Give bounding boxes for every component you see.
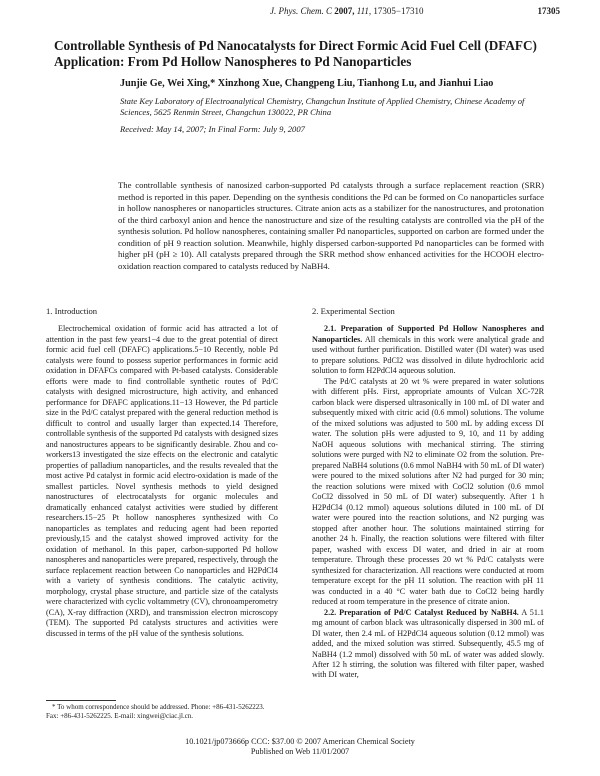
journal-pages: 17305−17310: [373, 6, 424, 16]
section-2-1-paragraph: [312, 324, 544, 376]
section-2-1-text: All chemicals in this work were analytical grade and used without further purification. Distilled water (DI water) was used to prepare solutions. PdCl2 was dissolved in dilute hydrochloric acid solution to form H2PdCl4 aqueous solution.: [312, 334, 544, 376]
correspondence-footnote: * To whom correspondence should be addressed. Phone: +86-431-5262223. Fax: +86-431-5262225. E-mail: xingwei@ciac.jl.cn.: [46, 703, 265, 720]
footnote-rule: [46, 700, 116, 701]
publication-footer: [0, 737, 600, 757]
pdc-preparation-paragraph: The Pd/C catalysts at 20 wt % were prepared in water solutions with different pHs. First, appropriate amounts of Vulcan XC-72R carbon black were dispersed ultrasonically in 100 mL of DI water and subsequently mixed with citric acid (0.6 mmol) solutions. The volume of the mixed solutions was adjusted to 500 mL by adding excess DI water. The solution pHs were adjusted to 9, 10, and 11 by adding NaOH aqueous solutions with mechanical stirring. The stirring solutions were purged with N2 to eliminate O2 from the solution. Pre-prepared NaBH4 solutions (0.6 mmol NaBH4 with 50 mL of DI water) were poured to the mixed solutions after N2 had purged for 30 min; the reaction solutions were mixed with CoCl2 solution (0.6 mmol CoCl2 dissolved in 50 mL of DI water) subsequently. After 1 h H2PdCl4 (0.12 mmol) aqueous solutions diluted in 100 mL of DI water were poured into the reaction solutions, and N2 purging was stopped after another hour. The solutions maintained stirring for another 24 h. Finally, the reaction solutions were filtered with filter paper, washed with excess DI water, and dried in air at room temperature. Through these processes 20 wt % Pd/C catalysts were synthesized for characterization. All reactions were conducted at room temperature except for the pH 11 solution. The reaction with pH 11 was conducted in a 40 °C water bath due to CoCl2 being hardly reduced at room temperature in the presence of citrate anion.: [312, 376, 544, 607]
author-list: Junjie Ge, Wei Xing,* Xinzhong Xue, Changpeng Liu, Tianhong Lu, and Jianhui Liao: [120, 78, 494, 89]
published-date: Published on Web 11/01/2007: [250, 747, 350, 756]
introduction-heading: 1. Introduction: [46, 306, 98, 316]
section-2-1-title: 2.1. Preparation of Supported Pd Hollow Nanospheres and Nanoparticles.: [312, 324, 544, 344]
journal-citation: [270, 6, 424, 16]
running-head: [58, 6, 560, 20]
affiliation: State Key Laboratory of Electroanalytical Chemistry, Changchun Institute of Applied Chemistry, Chinese Academy of Sciences, 5625 Renmin Street, Changchun 130022, PR China: [120, 96, 525, 117]
article-title: Controllable Synthesis of Pd Nanocatalysts for Direct Formic Acid Fuel Cell (DFAFC) Application: From Pd Hollow Nanospheres to Pd Nanoparticles: [54, 38, 537, 69]
doi-line: 10.1021/jp073666p CCC: $37.00 © 2007 American Chemical Society: [185, 737, 415, 746]
page-number: 17305: [537, 6, 560, 16]
introduction-paragraph: Electrochemical oxidation of formic acid has attracted a lot of attention in the past few years1−4 due to the great potential of direct formic acid fuel cell (DFAFC) applications.5−10 Recently, noble Pd catalysts were found to possess superior performances in formic acid oxidation in DFAFCs compared with Pt-based catalysts. Considerable efforts were made to find controllable synthetic routes of Pd/C catalysts with designed microstructure, high activity, and enhanced performance for DFAFC applications.11−13 However, the Pd particle size in the Pd/C catalyst prepared with the general reduction method is difficult to control and usually larger than expected.14 Therefore, controllable synthesis of the supported Pd catalysts with designed sizes and nanostructures appears to be significantly desirable. Zhou and co-workers13 investigated the size effects on the electronic and catalytic properties of palladium nanoparticles, and the results revealed that the most active Pd catalyst in formic acid electro-oxidation is made of the smallest particles. Novel synthesis methods to yield designed nanostructures of electrocatalysts for organic molecules and dramatically enhanced catalyst activities were studied by different researchers.15−25 Pt hollow nanospheres synthesized with Co nanoparticles as templates and reducing agent had been reported previously,15 and the catalyst showed improved activity for the oxidation of methanol. In this paper, carbon-supported Pd hollow nanospheres and nanoparticles were prepared, respectively, through the surface replacement reaction between Co nanoparticles and H2PdCl4 with a variety of synthesis conditions. The catalytic activity, morphology, crystal phase structure, and particle size of the catalysts were characterized with cyclic voltammetry (CV), chronoamperometry (CA), X-ray diffraction (XRD), and transmission electron microscopy (TEM). The supported Pd catalysts structures and activities were discussed in terms of the pH value of the synthesis solutions.: [46, 324, 278, 638]
right-column: [312, 306, 544, 681]
journal-year: 2007,: [334, 6, 355, 16]
experimental-heading: 2. Experimental Section: [312, 306, 395, 316]
journal-volume: 111,: [356, 6, 372, 16]
received-dates: Received: May 14, 2007; In Final Form: July 9, 2007: [120, 124, 305, 134]
section-2-2-paragraph: [312, 608, 544, 681]
section-2-2-text: A 51.1 mg amount of carbon black was ultrasonically dispersed in 300 mL of DI water, then 2.4 mL of H2PdCl4 aqueous solution (0.12 mmol) was added, and the mixed solution was stirred. Subsequently, 45.5 mg of NaBH4 (1.2 mmol) dissolved with 50 mL of water was added slowly. After 12 h stirring, the solution was filtered with filter paper, washed with DI water,: [312, 607, 544, 680]
section-2-2-title: 2.2. Preparation of Pd/C Catalyst Reduced by NaBH4.: [324, 607, 519, 617]
abstract: The controllable synthesis of nanosized carbon-supported Pd catalysts through a surface replacement reaction (SRR) method is reported in this paper. Depending on the synthesis conditions the Pd can be formed on Co nanoparticles surface in hollow nanospheres or nanoparticles structures. Citrate anion acts as a stabilizer for the nanostructures, and protonation of the third carboxyl anion and hence the nanostructure and size of the resulting catalysts are controlled via the pH of the synthesis solution. Pd hollow nanospheres, containing smaller Pd nanoparticles, supported on carbon are formed under the condition of pH 9 reaction solution. Meanwhile, highly dispersed carbon-supported Pd nanoparticles can be formed with higher pH (pH ≥ 10). All catalysts prepared through the SRR method show enhanced activities for the HCOOH electro-oxidation reaction compared to catalysts reduced by NaBH4.: [118, 180, 544, 271]
left-column: [46, 306, 278, 639]
journal-name: J. Phys. Chem. C: [270, 6, 332, 16]
